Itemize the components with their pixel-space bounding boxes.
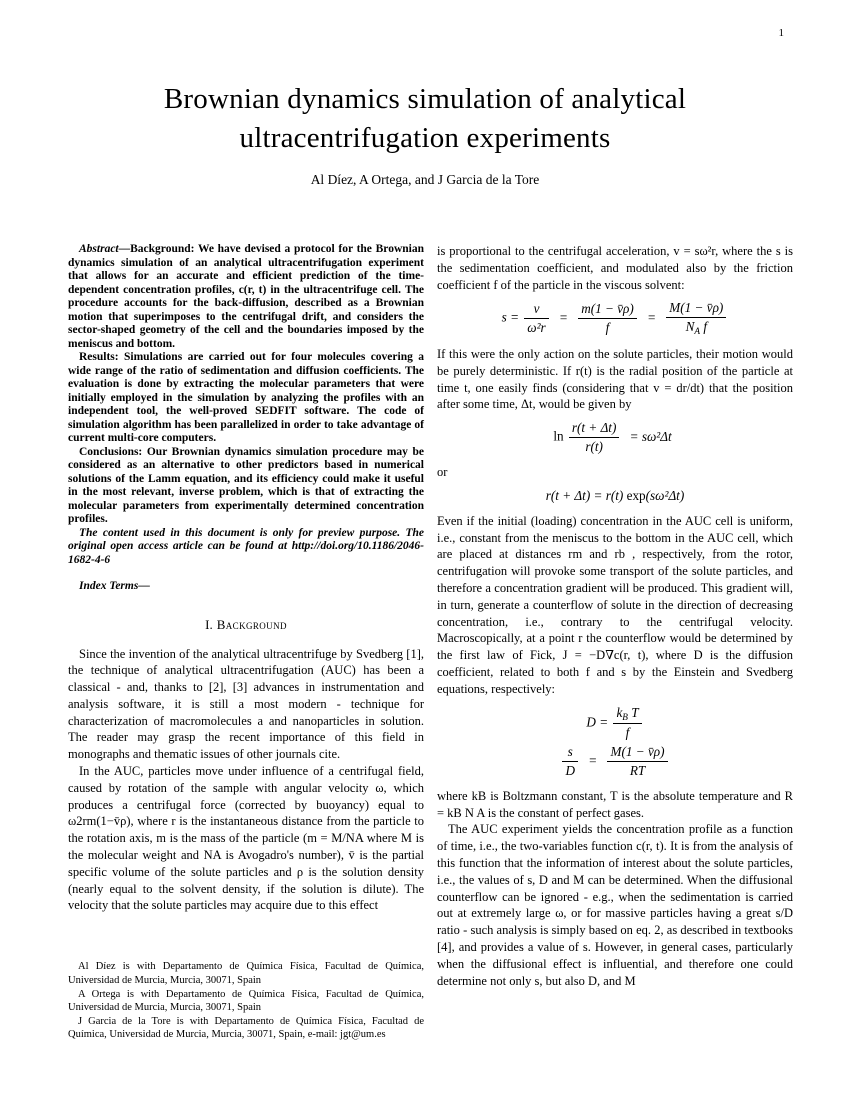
paper-title-line2: ultracentrifugation experiments — [239, 122, 611, 154]
eq2-ln: ln — [553, 428, 564, 444]
title-block — [0, 80, 850, 188]
eq4-num-k: k — [616, 704, 623, 720]
eq2-den: r(t) — [585, 439, 603, 455]
right-paragraph-2: If this were the only action on the solute particles, their motion would be purely deterministic. If r(t) is the radial position of the particle at time t, one easily finds (considering that v = dr/dt) that the position after some time, Δt, would be given by — [437, 347, 793, 412]
section-title: Background — [216, 616, 287, 632]
equation-sedimentation-coefficient — [437, 300, 793, 337]
eq5-l-num: s — [562, 744, 578, 762]
abstract-conclusions-paragraph: Conclusions: Our Brownian dynamics simulation procedure may be considered as an alternative to other predictors based in numerical solutions of the Lamm equation, and its efficiency could make it useful in the most relevant, inverse problem, which is that of extracting the molecular parameters from experimentally determined concentration profiles. — [68, 445, 424, 525]
abstract-background-paragraph — [68, 243, 424, 351]
eq1-fraction-1 — [524, 301, 548, 336]
equation-einstein — [437, 705, 793, 742]
author-footnotes — [68, 960, 424, 1042]
eq5-r-den: RT — [629, 763, 646, 779]
eq4-num-T: T — [627, 704, 639, 720]
right-column — [437, 243, 793, 1042]
eq4-lhs: D = — [586, 713, 609, 729]
eq5-r-num: M(1 − v̄ρ) — [607, 744, 667, 762]
eq1-equals-a: = — [559, 309, 568, 325]
abstract-results-paragraph: Results: Simulations are carried out for four molecules covering a wide range of the ratio of sedimentation and diffusion coefficients. The evaluation is done by extracting the molecular parameters that were initially employed in the simulation by analyzing the profiles with an independent tool, the well-proved SEDFIT software. The code of simulation algorithm has been parallelized in order to take advantage of current multi-core computers. — [68, 351, 424, 444]
eq4-num — [613, 705, 641, 725]
right-paragraph-3: Even if the initial (loading) concentration in the AUC cell is uniform, i.e., constant from the meniscus to the bottom in the AUC cell, which are placed at distances rm and rb , respectively, from the rotor, centrifugation will provoke some transport of the solute particles, and therefore a concentration gradient will be produced. This gradient will, in turn, generate a counterflow of solute in the direction of decreasing concentration, i.e., contrary to the centrifugal velocity. Macroscopically, at a point r the counterflow would be determined by the first law of Fick, J = −D∇c(r, t), where D is the diffusion coefficient, related to both f and s by the Einstein and Svedberg equations, respectively: — [437, 513, 793, 696]
eq5-left-fraction — [562, 744, 578, 779]
eq1-f3-den-N: N — [685, 319, 695, 335]
two-column-body — [68, 243, 793, 1042]
abstract-background-text: —Background: We have devised a protocol for the Brownian dynamics simulation of an analytical ultracentrifugation experiment that allows for an accurate and efficient prediction of the time-dependent concentration profiles, c(r, t) in the ultracentrifuge cell. The procedure accounts for the back-diffusion, described as a Brownian motion that superimposes to the centrifugal drift, and considers the sector-shaped geometry of the cell and the boundaries imposed by the meniscus and bottom. — [68, 243, 424, 350]
eq2-fraction — [569, 420, 619, 455]
eq3-post: (sω²Δt) — [645, 487, 685, 503]
eq1-f1-num: v — [524, 301, 548, 319]
eq5-equals: = — [588, 752, 598, 768]
footnote-author-2: A Ortega is with Departamento de Química Física, Facultad de Química, Universidad de Murcia, Murcia, 30071, Spain — [68, 988, 424, 1014]
eq4-fraction — [613, 705, 641, 742]
eq1-lhs: s = — [501, 309, 519, 325]
eq4-den: f — [625, 725, 630, 741]
section-heading-background — [68, 617, 424, 633]
eq1-f3-num: M(1 − v̄ρ) — [666, 300, 726, 318]
eq3-exp: exp — [626, 487, 646, 503]
eq1-fraction-3 — [666, 300, 726, 337]
eq1-fraction-2 — [578, 301, 637, 336]
eq1-f3-den-f: f — [700, 319, 708, 335]
right-paragraph-4: where kB is Boltzmann constant, T is the absolute temperature and R = kB N A is the constant of perfect gases. — [437, 788, 793, 820]
background-paragraph-2: In the AUC, particles move under influence of a centrifugal field, caused by rotation of the sample with angular velocity ω, which produces a centrifugal force (corrected by buoyancy) equal to ω2rm(1−v̄ρ), where r is the instantaneous distance from the particle to the rotation axis, m is the mass of the particle (m = M/NA where M is the molecular weight and NA is Avogadro's number), v̄ is the partial specific volume of the solute particles and ρ is the solution density (nearly equal to the solvent density, if the solution is dilute). The velocity that the solute particles may acquire due to this effect — [68, 764, 424, 913]
right-paragraph-1: is proportional to the centrifugal acceleration, v = sω²r, where the s is the sedimentation coefficient, and modulated also by the friction coefficient f of the particle in the viscous solvent: — [437, 244, 793, 292]
paper-title — [0, 80, 850, 158]
eq3-pre: r(t + Δt) = r(t) — [545, 487, 627, 503]
eq5-right-fraction — [607, 744, 667, 779]
section-number: I. — [205, 616, 213, 632]
eq1-f2-den: f — [605, 320, 610, 336]
eq1-equals-b: = — [647, 309, 656, 325]
equations-einstein-svedberg — [437, 705, 793, 779]
page-number: 1 — [778, 27, 784, 39]
eq1-f1-den: ω²r — [527, 320, 546, 336]
abstract-label: Abstract — [79, 243, 119, 255]
index-terms-label: Index Terms— — [79, 580, 150, 592]
equation-log-radial-position — [437, 420, 793, 455]
footnote-author-1: Al Díez is with Departamento de Química Física, Facultad de Química, Universidad de Murcia, Murcia, 30071, Spain — [68, 961, 424, 987]
footnote-author-3: J Garcia de la Tore is with Departamento de Química Física, Facultad de Química, Universidad de Murcia, Murcia, 30071, Spain, e-mail: jgt@um.es — [68, 1015, 424, 1041]
eq2-rhs: = sω²Δt — [629, 428, 672, 444]
eq4-num-sub-B: B — [622, 711, 628, 722]
background-paragraph-1: Since the invention of the analytical ultracentrifuge by Svedberg [1], the technique of analytical ultracentrifugation (AUC) has been a classical - and, thanks to [2], [3] advances in instrumentation and analysis software, it is still a most modern - technique for characterization of macromolecules a and nanoparticles in solution. The reader may grasp the recent importance of this field in monographs and thematic issues of other journals cite. — [68, 646, 424, 762]
right-paragraph-5: The AUC experiment yields the concentration profile as a function of time, i.e., the two-variables function c(r, t). It is from the analysis of this function that the information of interest about the solute particles, i.e., the values of s, D and M can be determined. When the diffusional counterflow can be ignored - e.g., when the sedimentation is carried out at extremely large ω, or for massive particles having a great s/D ratio - such analysis is simply based on eq. 2, as described in textbooks [4], and provides a value of s. However, in general cases, particularly when the diffusional effect is influential, and therefore one could determine not only s, but also D, and M — [437, 822, 793, 988]
equation-svedberg — [437, 744, 793, 779]
equation-exponential-radial-position — [437, 488, 793, 504]
authors-line: Al Díez, A Ortega, and J Garcia de la Tore — [310, 172, 540, 187]
eq2-num: r(t + Δt) — [569, 420, 619, 438]
eq1-f3-den-sub-A: A — [694, 326, 701, 336]
eq5-l-den: D — [565, 763, 575, 779]
eq1-f3-den — [666, 318, 726, 337]
preview-notice-paragraph: The content used in this document is only for preview purpose. The original open access article can be found at http://doi.org/10.1186/2046-1682-4-6 — [68, 526, 424, 566]
paper-title-line1: Brownian dynamics simulation of analytical — [163, 83, 687, 115]
or-connector: or — [437, 464, 448, 479]
left-column — [68, 243, 424, 1042]
eq1-f2-num: m(1 − v̄ρ) — [578, 301, 637, 319]
